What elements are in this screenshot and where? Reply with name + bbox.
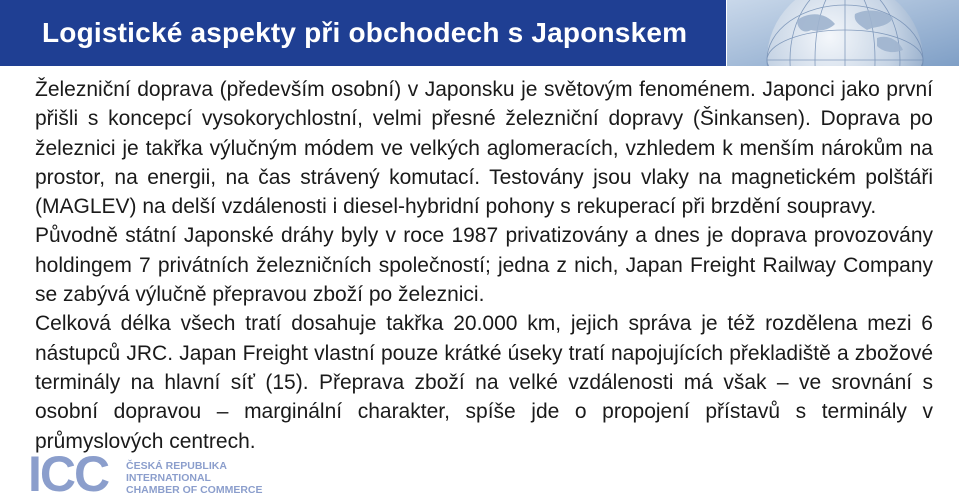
title-bar (0, 0, 726, 66)
paragraph-privatization: Původně státní Japonské dráhy byly v roce 1987 privatizovány a dnes je doprava provozovány holdingem 7 privátních železničních společností; jedna z nich, Japan Freight Railway Company se zabývá výlučně přepravou zboží po železnici. (35, 224, 933, 307)
logo-mark: ICC (28, 446, 109, 502)
logo-caption-line: CHAMBER OF COMMERCE (126, 484, 263, 496)
slide-title: Logistické aspekty při obchodech s Japonskem (42, 17, 688, 48)
paragraph-network-length: Celková délka všech tratí dosahuje takřka 20.000 km, jejich správa je též rozdělena mezi 6 nástupců JRC. Japan Freight vlastní pouze krátké úseky tratí napojujících překladiště a zbožové terminály na hlavní síť (15). Přeprava zboží na velké vzdálenosti má však – ve srovnání s osobní dopravou – marginální charakter, spíše jde o propojení přístavů s terminály v průmyslových centrech. (35, 312, 933, 453)
paragraph-rail-overview: Železniční doprava (především osobní) v Japonsku je světovým fenoménem. Japonci jako první přišli s koncepcí vysokorychlostní, velmi přesné železniční dopravy (Šinkansen). Doprava po železnici je takřka výlučným módem ve velkých aglomeracích, vzhledem k menším nárokům na prostor, na energii, na čas strávený komutací. Testovány jsou vlaky na magnetickém polštáři (MAGLEV) na delší vzdálenosti i diesel-hybridní pohony s rekuperací při brzdění soupravy. (35, 78, 933, 219)
body-text (35, 75, 933, 456)
logo-caption-line: ČESKÁ REPUBLIKA (126, 460, 227, 472)
logo-caption (126, 460, 263, 496)
logo-caption-line: INTERNATIONAL (126, 472, 211, 484)
globe-icon (727, 0, 959, 66)
icc-logo (28, 446, 288, 502)
